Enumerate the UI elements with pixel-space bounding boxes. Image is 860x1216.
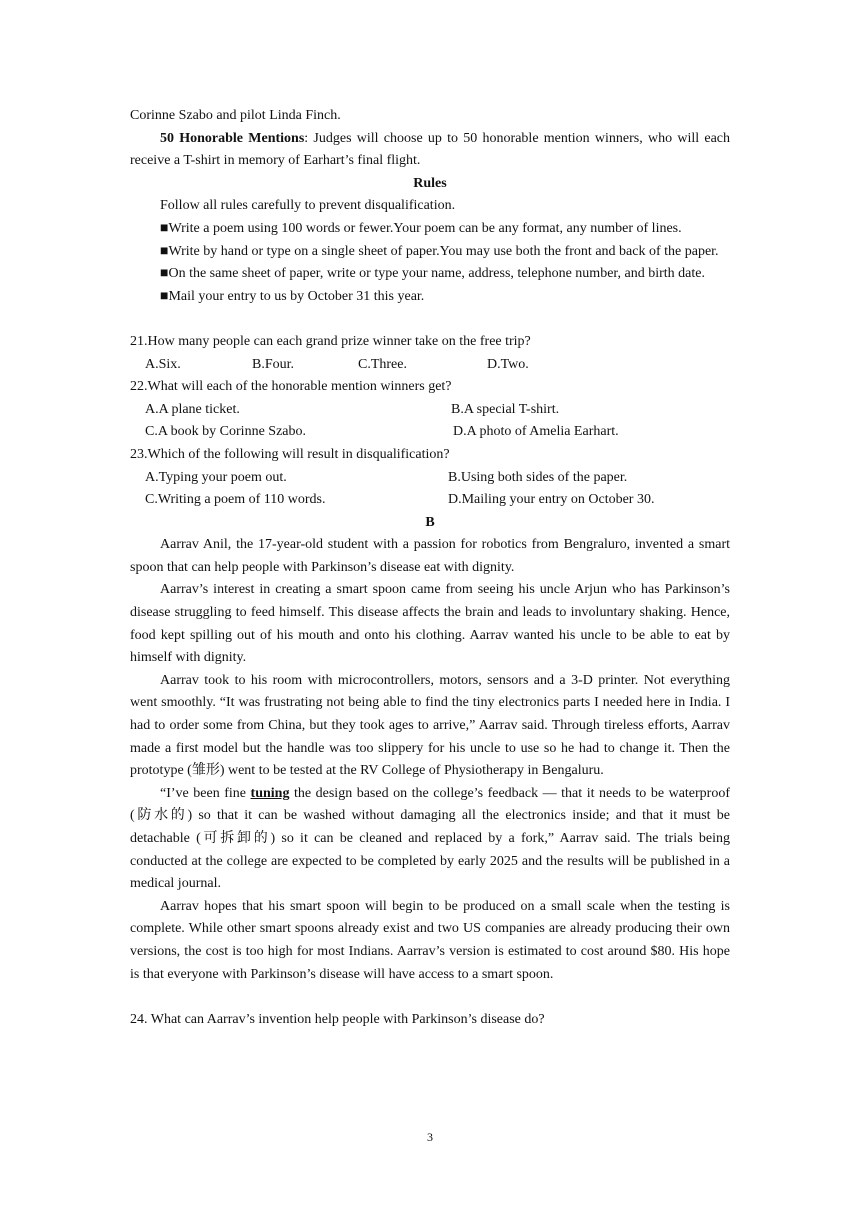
rule-item: ■Write a poem using 100 words or fewer.Your poem can be any format, any number of lines. xyxy=(160,220,682,236)
intro-tail: Corinne Szabo and pilot Linda Finch. xyxy=(130,108,341,123)
option-b: B.A special T-shirt. xyxy=(451,401,560,417)
question-24: 24. What can Aarrav’s invention help people with Parkinson’s disease do? xyxy=(130,1011,545,1027)
passage-paragraph-5: Aarrav hopes that his smart spoon will begin to be produced on a small scale when the testing is complete. While other smart spoons already exist and two US companies are already producing their own versions, the cost is too high for most Indians. Aarrav’s version is estimated to cost around $80. His hope is that everyone with Parkinson’s disease will have access to a smart spoon. xyxy=(130,898,730,982)
option-d: D.Mailing your entry on October 30. xyxy=(448,492,655,508)
passage-paragraph-2: Aarrav’s interest in creating a smart spoon came from seeing his uncle Arjun who has Parkinson’s disease struggling to feed himself. This disease affects the brain and leads to involuntary shaking. Hence, food kept spilling out of his mouth and onto his clothing. Aarrav wanted his uncle to be able to eat by himself with dignity. xyxy=(130,582,730,666)
question-22: 22.What will each of the honorable mention winners get? xyxy=(130,379,452,395)
option-c: C.A book by Corinne Szabo. xyxy=(145,424,306,440)
paragraph-4-rest: the design based on the college’s feedback — that it needs to be waterproof (防水的) so that it can be washed without damaging all the electronics inside; and that it must be detachable (可拆卸的) so it can be cleaned and replaced by a fork,” Aarrav said. The trials being conducted at the college are expected to be completed by early 2025 and the results will be published in a medical journal. xyxy=(130,785,730,892)
spacer xyxy=(130,986,730,1009)
section-b-title: B xyxy=(425,514,435,530)
question-21-options xyxy=(130,354,730,377)
option-b: B.Four. xyxy=(252,356,295,372)
document-page xyxy=(130,105,730,1031)
honorable-mentions-text: : Judges will choose up to 50 honorable mention winners, who will each receive a T-shirt in memory of Earhart’s final flight. xyxy=(130,130,731,169)
honorable-mentions-heading: 50 Honorable Mentions xyxy=(160,130,305,146)
question-21: 21.How many people can each grand prize winner take on the free trip? xyxy=(130,333,531,349)
underlined-word: tuning xyxy=(250,785,290,801)
passage-paragraph-3: Aarrav took to his room with microcontrollers, motors, sensors and a 3-D printer. Not everything went smoothly. “It was frustrating not being able to find the tiny electronics parts I needed here in India. I had to order some from China, but they took ages to arrive,” Aarrav said. Through tireless efforts, Aarrav made a first model but the handle was too slippery for his uncle to use so he had to change it. Then the prototype (雏形) went to be tested at the RV College of Physiotherapy in Bengaluru. xyxy=(130,672,730,779)
question-23-options-row-2 xyxy=(130,489,730,512)
option-d: D.A photo of Amelia Earhart. xyxy=(453,424,619,440)
rule-item: ■Write by hand or type on a single sheet of paper.You may use both the front and back of the paper. xyxy=(160,243,719,259)
passage-paragraph-4 xyxy=(130,783,730,896)
question-22-options-row-1 xyxy=(130,399,730,422)
option-c: C.Writing a poem of 110 words. xyxy=(145,492,326,508)
rule-item: ■Mail your entry to us by October 31 this year. xyxy=(160,288,425,304)
spacer xyxy=(130,308,730,331)
page-number: 3 xyxy=(427,1130,433,1144)
question-23: 23.Which of the following will result in disqualification? xyxy=(130,446,450,462)
question-22-options-row-2 xyxy=(130,421,730,444)
option-d: D.Two. xyxy=(487,356,529,372)
option-a: A.Typing your poem out. xyxy=(145,469,287,485)
paragraph-4-start: “I’ve been fine xyxy=(160,785,251,801)
option-a: A.Six. xyxy=(145,356,181,372)
rules-title: Rules xyxy=(413,175,447,191)
option-b: B.Using both sides of the paper. xyxy=(448,469,628,485)
option-a: A.A plane ticket. xyxy=(145,401,240,417)
rules-intro: Follow all rules carefully to prevent disqualification. xyxy=(160,198,456,214)
passage-paragraph-1: Aarrav Anil, the 17-year-old student with a passion for robotics from Bengraluro, invented a smart spoon that can help people with Parkinson’s disease eat with dignity. xyxy=(130,537,730,575)
option-c: C.Three. xyxy=(358,356,407,372)
question-23-options-row-1 xyxy=(130,467,730,490)
rule-item: ■On the same sheet of paper, write or type your name, address, telephone number, and birth date. xyxy=(160,266,705,282)
honorable-mentions-paragraph xyxy=(130,128,730,173)
